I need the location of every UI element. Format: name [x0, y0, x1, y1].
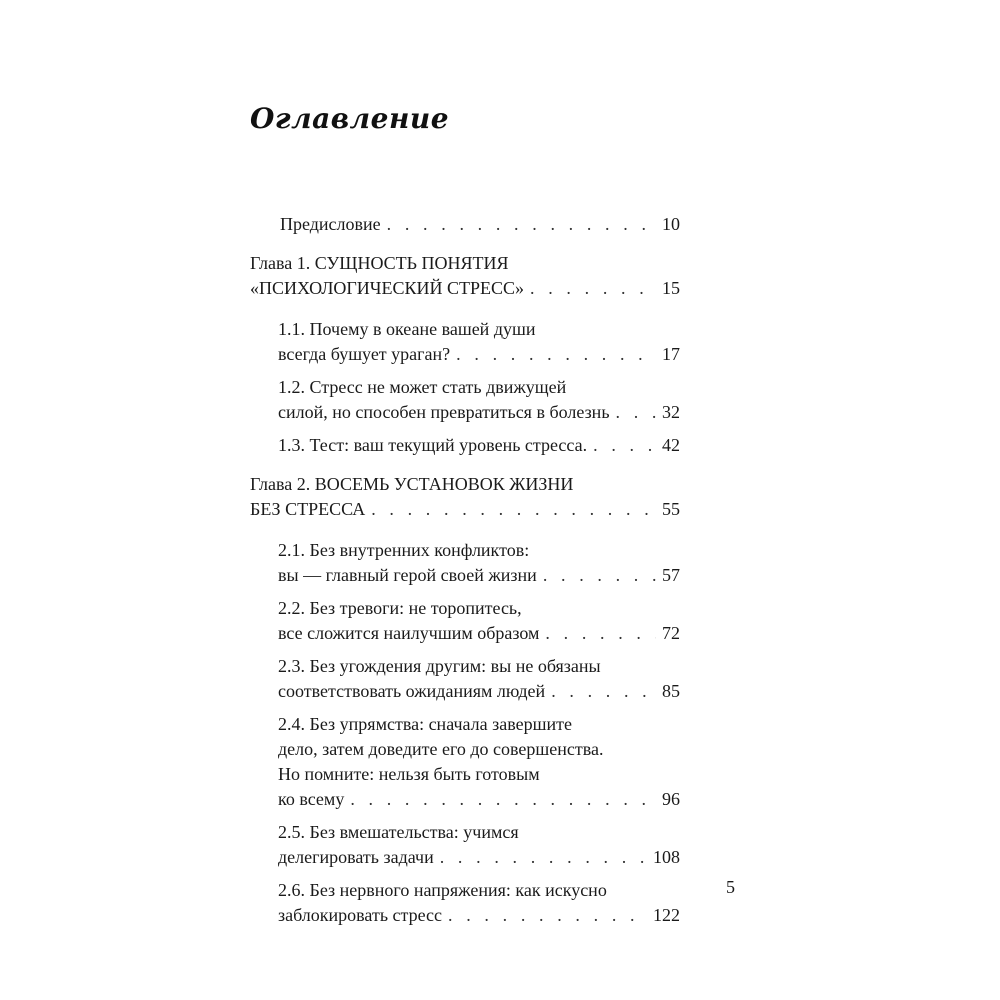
toc-entry	[278, 820, 680, 870]
toc-page-number: 17	[662, 344, 680, 364]
toc-entry-line	[278, 621, 680, 646]
toc-entry	[278, 712, 680, 812]
page-title: Оглавление	[250, 102, 450, 135]
toc-entry-text: соответствовать ожиданиям людей	[278, 681, 546, 701]
dot-leader	[448, 903, 647, 928]
toc-entry-text: 2.6. Без нервного напряжения: как искусно	[278, 880, 607, 900]
toc-page-number: 96	[662, 789, 680, 809]
table-of-contents	[250, 212, 680, 928]
toc-page-number: 85	[662, 681, 680, 701]
toc-entry	[278, 878, 680, 928]
toc-entry-text: Глава 1. СУЩНОСТЬ ПОНЯТИЯ	[250, 253, 509, 273]
toc-entry	[280, 212, 680, 237]
toc-entry-line	[278, 342, 680, 367]
toc-entry-text: 2.2. Без тревоги: не торопитесь,	[278, 598, 522, 618]
toc-entry	[278, 596, 680, 646]
toc-entry-line	[278, 845, 680, 870]
dot-leader	[530, 276, 656, 301]
toc-page-number: 10	[662, 214, 680, 234]
dot-leader	[387, 212, 656, 237]
toc-entry-text: БЕЗ СТРЕССА	[250, 499, 366, 519]
toc-entry-text: 2.5. Без вмешательства: учимся	[278, 822, 519, 842]
toc-entry-text: силой, но способен превратиться в болезнь	[278, 402, 610, 422]
toc-entry	[278, 538, 680, 588]
toc-entry-line	[278, 400, 680, 425]
toc-entry-text: 1.3. Тест: ваш текущий уровень стресса.	[278, 435, 588, 455]
toc-entry-text: ко всему	[278, 789, 345, 809]
dot-leader	[551, 679, 656, 704]
toc-entry-line	[278, 433, 680, 458]
toc-entry-text: вы — главный герой своей жизни	[278, 565, 537, 585]
toc-page-number: 42	[662, 435, 680, 455]
toc-entry	[250, 472, 680, 522]
toc-entry-line	[278, 563, 680, 588]
toc-page-number: 55	[662, 499, 680, 519]
page-number: 5	[726, 877, 735, 897]
toc-page-number: 15	[662, 278, 680, 298]
dot-leader	[350, 787, 656, 812]
toc-page-number: 57	[662, 565, 680, 585]
toc-entry-text: 2.4. Без упрямства: сначала завершите	[278, 714, 572, 734]
dot-leader	[545, 621, 656, 646]
toc-entry	[278, 317, 680, 367]
toc-page-number: 32	[662, 402, 680, 422]
toc-page-number: 72	[662, 623, 680, 643]
toc-entry-text: дело, затем доведите его до совершенства.	[278, 739, 604, 759]
toc-page-number: 108	[653, 847, 680, 867]
toc-entry-text: 1.2. Стресс не может стать движущей	[278, 377, 567, 397]
toc-entry	[278, 375, 680, 425]
dot-leader	[440, 845, 647, 870]
toc-entry-line	[278, 787, 680, 812]
toc-entry-line	[278, 679, 680, 704]
toc-entry	[250, 251, 680, 301]
toc-entry-text: все сложится наилучшим образом	[278, 623, 540, 643]
toc-entry-text: Но помните: нельзя быть готовым	[278, 764, 540, 784]
toc-entry-line	[278, 903, 680, 928]
toc-entry-text: всегда бушует ураган?	[278, 344, 451, 364]
toc-entry-line	[250, 497, 680, 522]
dot-leader	[543, 563, 656, 588]
toc-entry-text: Глава 2. ВОСЕМЬ УСТАНОВОК ЖИЗНИ	[250, 474, 574, 494]
dot-leader	[371, 497, 656, 522]
toc-entry	[278, 433, 680, 458]
dot-leader	[456, 342, 656, 367]
toc-entry-text: заблокировать стресс	[278, 905, 443, 925]
toc-entry	[278, 654, 680, 704]
toc-entry-text: 2.1. Без внутренних конфликтов:	[278, 540, 530, 560]
dot-leader	[616, 400, 656, 425]
toc-page-number: 122	[653, 905, 680, 925]
toc-entry-line	[280, 212, 680, 237]
toc-entry-line	[250, 276, 680, 301]
toc-entry-text: 1.1. Почему в океане вашей души	[278, 319, 536, 339]
dot-leader	[593, 433, 656, 458]
toc-entry-text: 2.3. Без угождения другим: вы не обязаны	[278, 656, 601, 676]
toc-entry-text: «ПСИХОЛОГИЧЕСКИЙ СТРЕСС»	[250, 278, 525, 298]
toc-entry-text: Предисловие	[280, 214, 381, 234]
toc-entry-text: делегировать задачи	[278, 847, 434, 867]
